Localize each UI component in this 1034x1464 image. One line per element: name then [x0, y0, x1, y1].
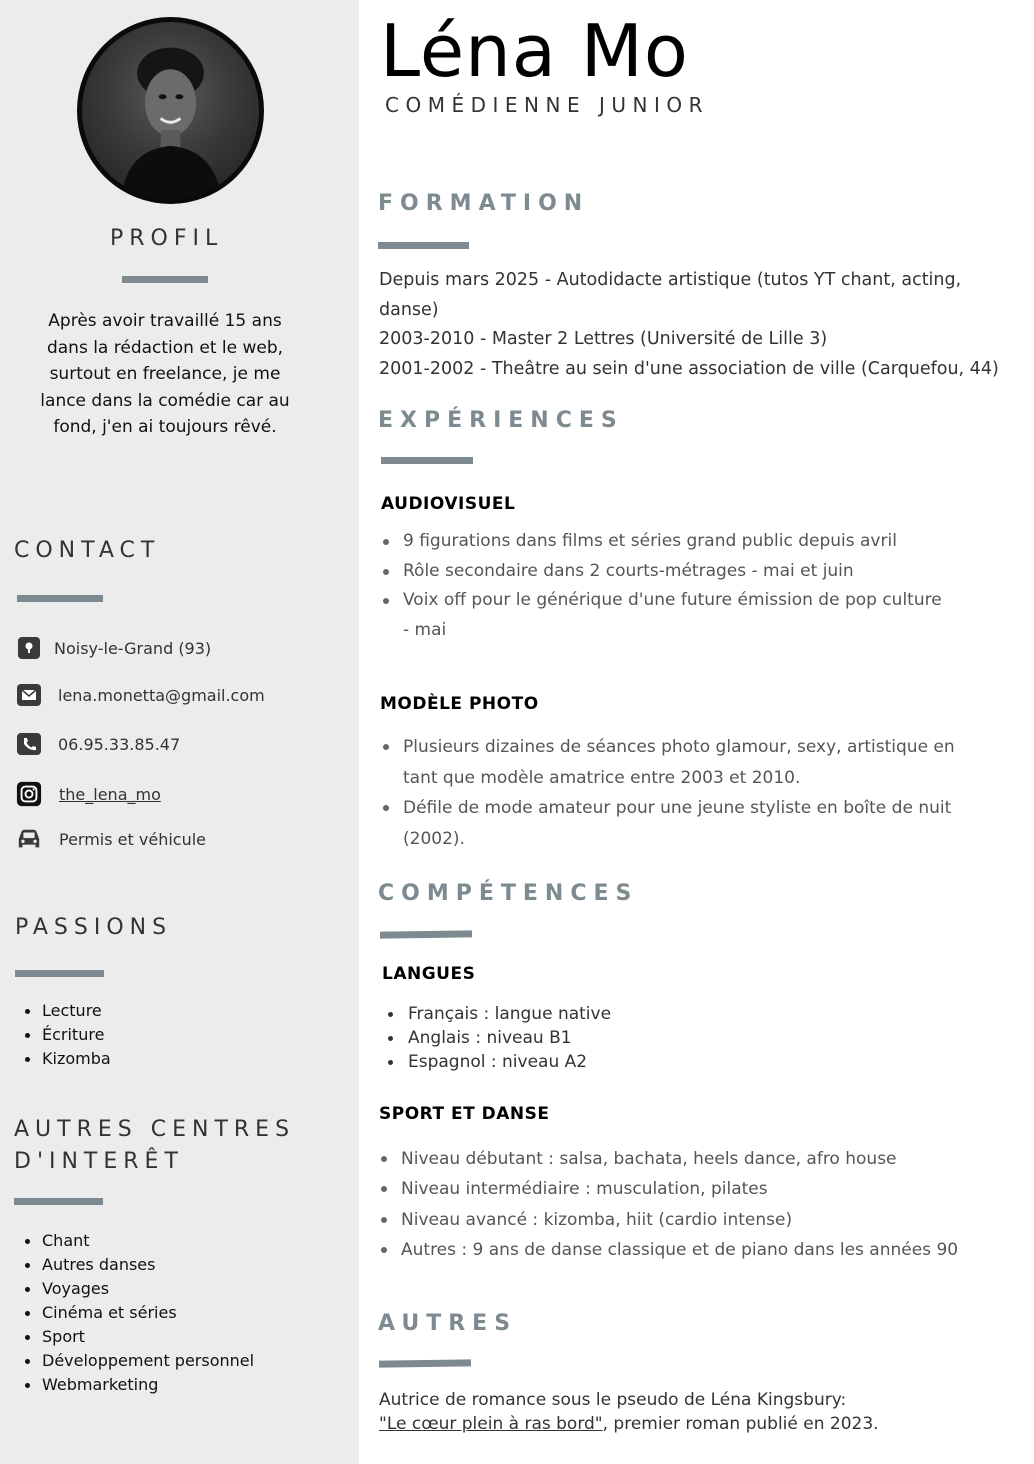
car-icon: [16, 826, 42, 852]
list-item: 9 figurations dans films et séries grand public depuis avril: [379, 527, 949, 557]
autres-block: [379, 1388, 1019, 1436]
list-item: Espagnol : niveau A2: [384, 1050, 611, 1074]
phone-icon: [16, 731, 42, 757]
contact-email: [16, 682, 265, 708]
list-item: Niveau débutant : salsa, bachata, heels dance, afro house: [377, 1144, 967, 1174]
profil-heading: PROFIL: [110, 226, 224, 251]
candidate-name: Léna Mo: [380, 9, 689, 93]
location-pin-icon: [16, 635, 42, 661]
profil-divider: [122, 276, 208, 283]
autres-line2-rest: , premier roman publié en 2023.: [602, 1414, 879, 1434]
passions-heading: PASSIONS: [15, 915, 173, 940]
contact-license: [16, 826, 206, 852]
list-item: Kizomba: [20, 1047, 111, 1071]
formation-block: [379, 266, 1009, 384]
experiences-heading: EXPÉRIENCES: [378, 408, 624, 433]
list-item: Cinéma et séries: [20, 1301, 254, 1325]
list-item: Lecture: [20, 999, 111, 1023]
instagram-link[interactable]: the_lena_mo: [59, 784, 161, 804]
langues-heading: LANGUES: [382, 964, 476, 984]
audiovisuel-list: [379, 527, 949, 645]
formation-divider: [378, 242, 469, 249]
list-item: Écriture: [20, 1023, 111, 1047]
formation-line: 2001-2002 - Theâtre au sein d'une association de ville (Carquefou, 44): [379, 358, 999, 379]
sport-danse-list: [377, 1144, 967, 1265]
list-item: Anglais : niveau B1: [384, 1026, 611, 1050]
autres-heading: AUTRES: [378, 1311, 518, 1336]
contact-divider: [17, 595, 103, 602]
list-item: Rôle secondaire dans 2 courts-métrages - mai et juin: [379, 557, 949, 587]
competences-heading: COMPÉTENCES: [378, 881, 639, 906]
passions-list: [20, 999, 111, 1071]
interests-heading: [14, 1114, 295, 1178]
formation-line: 2003-2010 - Master 2 Lettres (Université de Lille 3): [379, 329, 828, 349]
list-item: Niveau intermédiaire : musculation, pilates: [377, 1174, 967, 1204]
instagram-icon[interactable]: [16, 781, 42, 807]
list-item: Chant: [20, 1229, 254, 1253]
formation-line: Depuis mars 2025 - Autodidacte artistique (tutos YT chant, acting, danse): [379, 270, 962, 320]
list-item: Webmarketing: [20, 1373, 254, 1397]
list-item: Sport: [20, 1325, 254, 1349]
interests-heading-line1: AUTRES CENTRES: [14, 1117, 296, 1142]
job-title: COMÉDIENNE JUNIOR: [385, 93, 709, 117]
interests-heading-line2: D'INTERÊT: [14, 1149, 184, 1174]
list-item: Voix off pour le générique d'une future émission de pop culture - mai: [379, 586, 949, 645]
avatar: [77, 17, 264, 204]
autres-line1: Autrice de romance sous le pseudo de Léna Kingsbury:: [379, 1390, 847, 1410]
contact-location-text: Noisy-le-Grand (93): [54, 638, 212, 658]
modele-photo-heading: MODÈLE PHOTO: [380, 694, 539, 714]
novel-link[interactable]: "Le cœur plein à ras bord": [379, 1414, 603, 1434]
contact-email-text[interactable]: lena.monetta@gmail.com: [58, 685, 265, 705]
list-item: Voyages: [20, 1277, 254, 1301]
interests-divider: [14, 1198, 103, 1205]
list-item: Plusieurs dizaines de séances photo glamour, sexy, artistique en tant que modèle amatrice entre 2003 et 2010.: [379, 732, 979, 793]
list-item: Français : langue native: [384, 1002, 611, 1026]
formation-heading: FORMATION: [378, 191, 590, 216]
portrait-illustration: [82, 22, 259, 199]
contact-location: [16, 635, 211, 661]
list-item: Autres : 9 ans de danse classique et de piano dans les années 90: [377, 1235, 967, 1265]
list-item: Autres danses: [20, 1253, 254, 1277]
list-item: Développement personnel: [20, 1349, 254, 1373]
contact-heading: CONTACT: [14, 538, 161, 563]
email-icon: [16, 682, 42, 708]
modele-photo-list: [379, 732, 979, 854]
competences-divider: [380, 930, 472, 938]
contact-instagram: [16, 781, 161, 807]
profil-text: Après avoir travaillé 15 ans dans la rédaction et le web, surtout en freelance, je me lance dans la comédie car au fond, j'en ai toujours rêvé.: [40, 311, 290, 437]
interests-list: [20, 1229, 254, 1397]
passions-divider: [15, 970, 104, 977]
contact-license-text: Permis et véhicule: [59, 829, 206, 849]
list-item: Défile de mode amateur pour une jeune styliste en boîte de nuit (2002).: [379, 793, 979, 854]
sport-danse-heading: SPORT ET DANSE: [379, 1104, 550, 1124]
contact-phone-text[interactable]: 06.95.33.85.47: [58, 734, 181, 754]
contact-phone: [16, 731, 180, 757]
langues-list: [384, 1002, 611, 1074]
experiences-divider: [381, 457, 473, 464]
autres-line2: [379, 1412, 1019, 1436]
autres-divider: [379, 1359, 471, 1367]
list-item: Niveau avancé : kizomba, hiit (cardio intense): [377, 1205, 967, 1235]
audiovisuel-heading: AUDIOVISUEL: [381, 494, 516, 514]
